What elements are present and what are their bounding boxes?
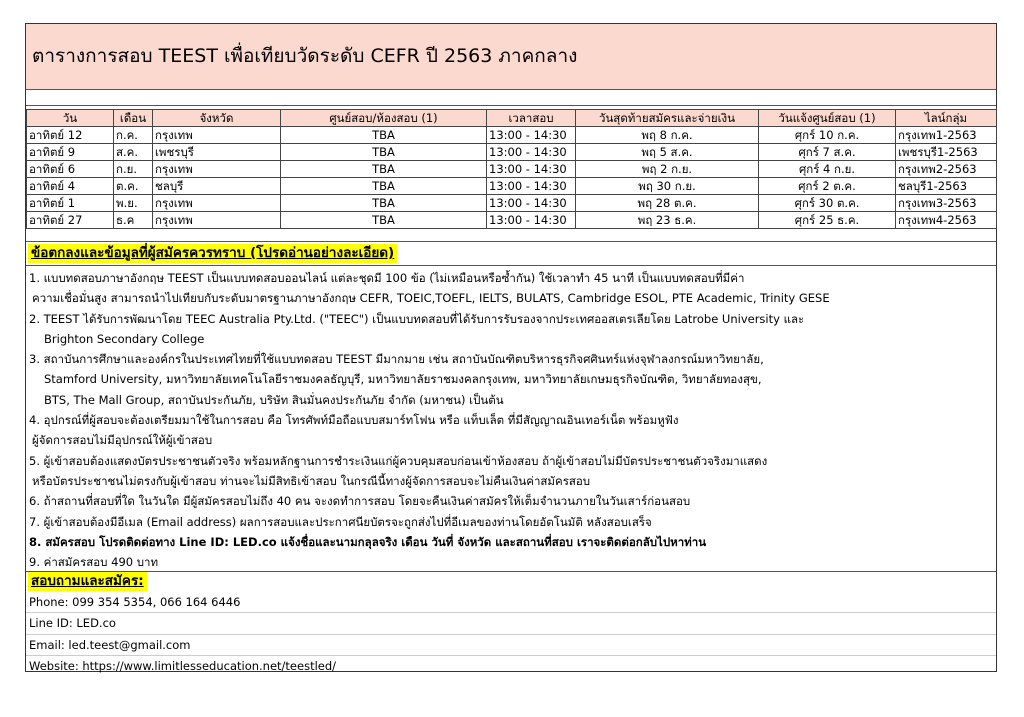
header-month: เดือน xyxy=(114,110,153,127)
cell-time: 13:00 - 14:30 xyxy=(487,127,576,144)
cell-day: อาทิตย์ 4 xyxy=(27,178,114,195)
terms-divider xyxy=(26,265,996,266)
header-province: จังหวัด xyxy=(153,110,281,127)
cell-province: กรุงเทพ xyxy=(153,212,281,229)
cell-deadline: พฤ 2 ก.ย. xyxy=(576,161,759,178)
header-line-group: ไลน์กลุ่ม xyxy=(896,110,997,127)
cell-notify: ศุกร์ 10 ก.ค. xyxy=(759,127,896,144)
spacer-row xyxy=(26,90,996,106)
cell-center: TBA xyxy=(281,127,487,144)
terms-line: ผู้จัดการสอบไม่มีอุปกรณ์ให้ผู้เข้าสอบ xyxy=(32,433,213,448)
header-deadline: วันสุดท้ายสมัครและจ่ายเงิน xyxy=(576,110,759,127)
header-center: ศูนย์สอบ/ห้องสอบ (1) xyxy=(281,110,487,127)
cell-month: พ.ย. xyxy=(114,195,153,212)
terms-line: หรือบัตรประชาชนไม่ตรงกับผู้เข้าสอบ ท่านจะไม่มีสิทธิเข้าสอบ ในกรณีนี้ทางผู้จัดการสอบจะไม่คืนเงินค่าสมัครสอบ xyxy=(32,473,591,488)
table-row xyxy=(27,195,997,212)
table-row xyxy=(27,161,997,178)
cell-center: TBA xyxy=(281,144,487,161)
cell-province: เพชรบุรี xyxy=(153,144,281,161)
contact-heading: สอบถามและสมัคร: xyxy=(28,572,147,591)
title-banner xyxy=(26,24,996,90)
cell-line-group: กรุงเทพ4-2563 xyxy=(896,212,997,229)
cell-province: กรุงเทพ xyxy=(153,161,281,178)
terms-line: 5. ผู้เข้าสอบต้องแสดงบัตรประชาชนตัวจริง พร้อมหลักฐานการชำระเงินแก่ผู้ควบคุมสอบก่อนเข้าห้องสอบ ถ้าผู้เข้าสอบไม่มีบัตรประชาชนตัวจริงมาแสดง xyxy=(29,453,768,468)
cell-province: ชลบุรี xyxy=(153,178,281,195)
cell-deadline: พฤ 5 ส.ค. xyxy=(576,144,759,161)
cell-month: ก.ค. xyxy=(114,127,153,144)
cell-province: กรุงเทพ xyxy=(153,195,281,212)
cell-time: 13:00 - 14:30 xyxy=(487,178,576,195)
terms-line: 2. TEEST ได้รับการพัฒนาโดย TEEC Australia Pty.Ltd. ("TEEC") เป็นแบบทดสอบที่ได้รับการรับรองจากประเทศออสเตรเลียโดย Latrobe University และ xyxy=(29,311,805,326)
cell-deadline: พฤ 28 ต.ค. xyxy=(576,195,759,212)
terms-line: 7. ผู้เข้าสอบต้องมีอีเมล (Email address) ผลการสอบและประกาศนียบัตรจะถูกส่งไปที่อีเมลของท่านโดยอัตโนมัติ หลังสอบเสร็จ xyxy=(29,514,652,529)
cell-day: อาทิตย์ 1 xyxy=(27,195,114,212)
terms-line: 3. สถาบันการศึกษาและองค์กรในประเทศไทยที่ใช้แบบทดสอบ TEEST มีมากมาย เช่น สถาบันบัณฑิตบริหารธุรกิจศศินทร์แห่งจุฬาลงกรณ์มหาวิทยาลัย, xyxy=(29,352,764,367)
terms-line: ความเชื่อมั่นสูง สามารถนำไปเทียบกับระดับมาตรฐานภาษาอังกฤษ CEFR, TOEIC,TOEFL, IELTS, BULATS, Cambridge ESOL, PTE Academic, Trinity GESE xyxy=(32,291,830,306)
cell-time: 13:00 - 14:30 xyxy=(487,212,576,229)
terms-line: 4. อุปกรณ์ที่ผู้สอบจะต้องเตรียมมาใช้ในการสอบ คือ โทรศัพท์มือถือแบบสมาร์ทโฟน หรือ แท็บเล็ต ที่มีสัญญาณอินเทอร์เน็ต พร้อมหูฟัง xyxy=(29,413,679,428)
cell-province: กรุงเทพ xyxy=(153,127,281,144)
table-row xyxy=(27,127,997,144)
terms-line: 9. ค่าสมัครสอบ 490 บาท xyxy=(29,555,159,570)
cell-time: 13:00 - 14:30 xyxy=(487,144,576,161)
terms-heading: ข้อตกลงและข้อมูลที่ผู้สมัครควรทราบ (โปรดอ่านอย่างละเอียด) xyxy=(28,244,397,263)
cell-time: 13:00 - 14:30 xyxy=(487,195,576,212)
cell-line-group: กรุงเทพ2-2563 xyxy=(896,161,997,178)
cell-line-group: ชลบุรี1-2563 xyxy=(896,178,997,195)
table-row xyxy=(27,178,997,195)
terms-line: Brighton Secondary College xyxy=(44,331,205,346)
contact-email: Email: led.teest@gmail.com xyxy=(26,635,996,656)
cell-deadline: พฤ 23 ธ.ค. xyxy=(576,212,759,229)
cell-day: อาทิตย์ 27 xyxy=(27,212,114,229)
cell-day: อาทิตย์ 9 xyxy=(27,144,114,161)
table-header-row xyxy=(27,110,997,127)
contact-phone: Phone: 099 354 5354, 066 164 6446 xyxy=(26,592,996,613)
cell-center: TBA xyxy=(281,195,487,212)
contact-top-divider xyxy=(26,571,996,572)
terms-line: 1. แบบทดสอบภาษาอังกฤษ TEEST เป็นแบบทดสอบออนไลน์ แต่ละชุดมี 100 ข้อ (ไม่เหมือนหรือซ้ำกัน) ใช้เวลาทำ 45 นาที เป็นแบบทดสอบที่มีค่า xyxy=(29,271,745,285)
table-row xyxy=(27,212,997,229)
document-sheet xyxy=(25,23,997,672)
blank-row xyxy=(26,231,996,242)
cell-day: อาทิตย์ 12 xyxy=(27,127,114,144)
contact-line-id: Line ID: LED.co xyxy=(26,613,996,634)
cell-month: ก.ย. xyxy=(114,161,153,178)
page-title: ตารางการสอบ TEEST เพื่อเทียบวัดระดับ CEFR ปี 2563 ภาคกลาง xyxy=(32,45,578,67)
cell-center: TBA xyxy=(281,178,487,195)
exam-schedule-table xyxy=(26,109,997,229)
contact-list xyxy=(26,592,996,676)
cell-center: TBA xyxy=(281,161,487,178)
terms-line: Stamford University, มหาวิทยาลัยเทคโนโลยีราชมงคลธัญบุรี, มหาวิทยาลัยราชมงคลกรุงเทพ, มหาวิทยาลัยเกษมธุรกิจบัณฑิต, วิทยาลัยทองสุข, xyxy=(44,372,762,387)
cell-notify: ศุกร์ 7 ส.ค. xyxy=(759,144,896,161)
cell-notify: ศุกร์ 25 ธ.ค. xyxy=(759,212,896,229)
cell-notify: ศุกร์ 4 ก.ย. xyxy=(759,161,896,178)
cell-deadline: พฤ 30 ก.ย. xyxy=(576,178,759,195)
terms-line: BTS, The Mall Group, สถาบันประกันภัย, บริษัท สินมั่นคงประกันภัย จำกัด (มหาชน) เป็นต้น xyxy=(44,392,504,407)
cell-month: ต.ค. xyxy=(114,178,153,195)
cell-line-group: กรุงเทพ1-2563 xyxy=(896,127,997,144)
terms-line: 8. สมัครสอบ โปรดติดต่อทาง Line ID: LED.co แจ้งชื่อและนามกลุลจริง เดือน วันที่ จังหวัด และสถานที่สอบ เราจะติดต่อกลับไปหาท่าน xyxy=(29,534,707,549)
terms-list xyxy=(26,268,996,572)
cell-time: 13:00 - 14:30 xyxy=(487,161,576,178)
contact-website[interactable]: Website: https://www.limitlesseducation.net/teestled/ xyxy=(29,658,337,673)
cell-center: TBA xyxy=(281,212,487,229)
cell-deadline: พฤ 8 ก.ค. xyxy=(576,127,759,144)
cell-month: ส.ค. xyxy=(114,144,153,161)
cell-line-group: เพชรบุรี1-2563 xyxy=(896,144,997,161)
table-row xyxy=(27,144,997,161)
terms-line: 6. ถ้าสถานที่สอบที่ใด ในวันใด มีผู้สมัครสอบไม่ถึง 40 คน จะงดทำการสอบ โดยจะคืนเงินค่าสมัครให้เต็มจำนวนภายในวันเสาร์ก่อนสอบ xyxy=(29,494,691,509)
header-day: วัน xyxy=(27,110,114,127)
cell-day: อาทิตย์ 6 xyxy=(27,161,114,178)
cell-month: ธ.ค xyxy=(114,212,153,229)
cell-notify: ศุกร์ 2 ต.ค. xyxy=(759,178,896,195)
header-time: เวลาสอบ xyxy=(487,110,576,127)
cell-line-group: กรุงเทพ3-2563 xyxy=(896,195,997,212)
cell-notify: ศุกร์ 30 ต.ค. xyxy=(759,195,896,212)
header-notify: วันแจ้งศูนย์สอบ (1) xyxy=(759,110,896,127)
